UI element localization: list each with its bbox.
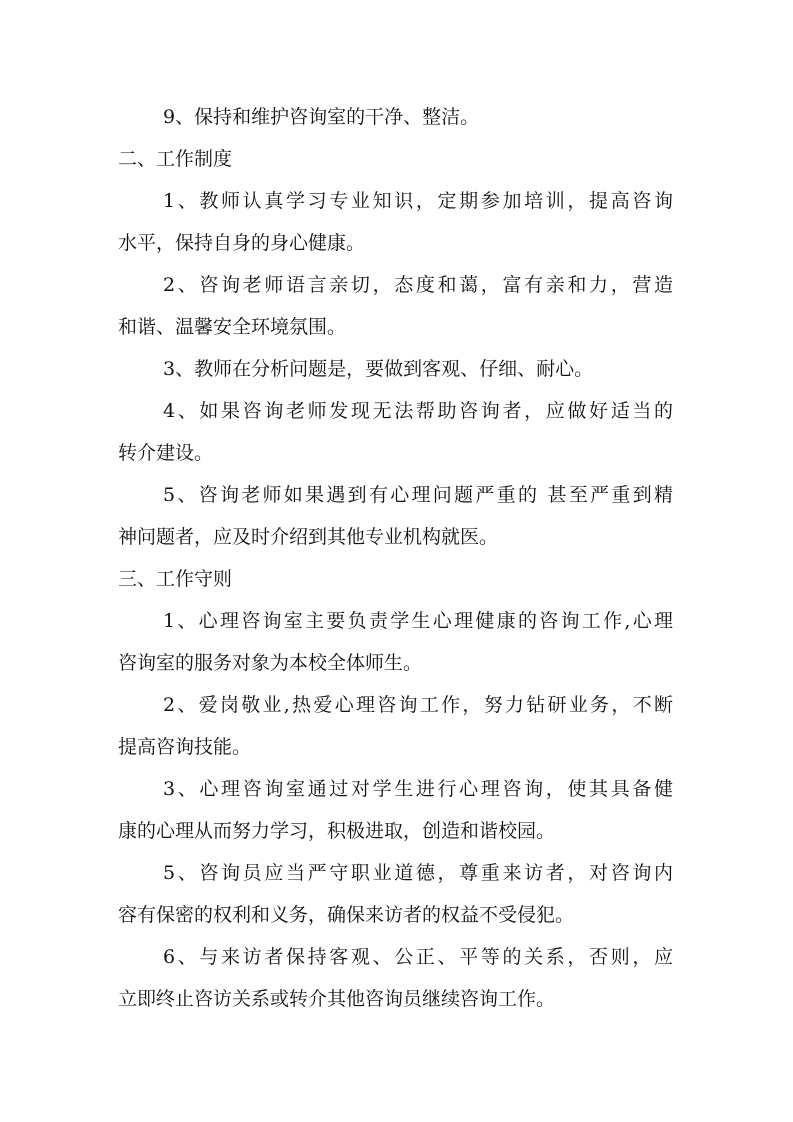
work-rules-item-6-line-2: 立即终止咨访关系或转介其他咨询员继续咨询工作。	[118, 988, 556, 1010]
work-system-item-5-line-1: 5、咨询老师如果遇到有心理问题严重的 甚至严重到精	[163, 484, 673, 506]
work-system-item-4-line-1: 4、如果咨询老师发现无法帮助咨询者，应做好适当的	[163, 400, 673, 422]
item-9-maintain-room: 9、保持和维护咨询室的干净、整洁。	[163, 106, 480, 128]
work-system-item-1-line-1: 1、教师认真学习专业知识，定期参加培训，提高咨询	[163, 190, 673, 212]
work-system-item-2-line-1: 2、咨询老师语言亲切，态度和蔼，富有亲和力，营造	[163, 274, 673, 296]
work-rules-item-1-line-1: 1、心理咨询室主要负责学生心理健康的咨询工作,心理	[163, 610, 673, 632]
work-rules-item-5-line-2: 容有保密的权利和义务，确保来访者的权益不受侵犯。	[118, 904, 575, 926]
work-rules-item-2-line-2: 提高咨询技能。	[118, 736, 252, 758]
work-rules-item-3-line-1: 3、心理咨询室通过对学生进行心理咨询，使其具备健	[163, 778, 673, 800]
work-system-item-5-line-2: 神问题者，应及时介绍到其他专业机构就医。	[118, 526, 499, 548]
work-system-item-1-line-2: 水平，保持自身的身心健康。	[118, 232, 366, 254]
work-system-item-3: 3、教师在分析问题是，要做到客观、仔细、耐心。	[163, 358, 594, 380]
work-system-item-4-line-2: 转介建设。	[118, 442, 214, 464]
section-heading-work-rules: 三、工作守则	[118, 568, 233, 590]
work-system-item-2-line-2: 和谐、温馨安全环境氛围。	[118, 316, 347, 338]
work-rules-item-6-line-1: 6、与来访者保持客观、公正、平等的关系，否则，应	[163, 946, 673, 968]
work-rules-item-3-line-2: 康的心理从而努力学习，积极进取，创造和谐校园。	[118, 820, 556, 842]
work-rules-item-1-line-2: 咨询室的服务对象为本校全体师生。	[118, 652, 423, 674]
work-rules-item-5-line-1: 5、咨询员应当严守职业道德，尊重来访者，对咨询内	[163, 862, 673, 884]
work-rules-item-2-line-1: 2、爱岗敬业,热爱心理咨询工作，努力钻研业务，不断	[163, 694, 673, 716]
section-heading-work-system: 二、工作制度	[118, 148, 233, 170]
